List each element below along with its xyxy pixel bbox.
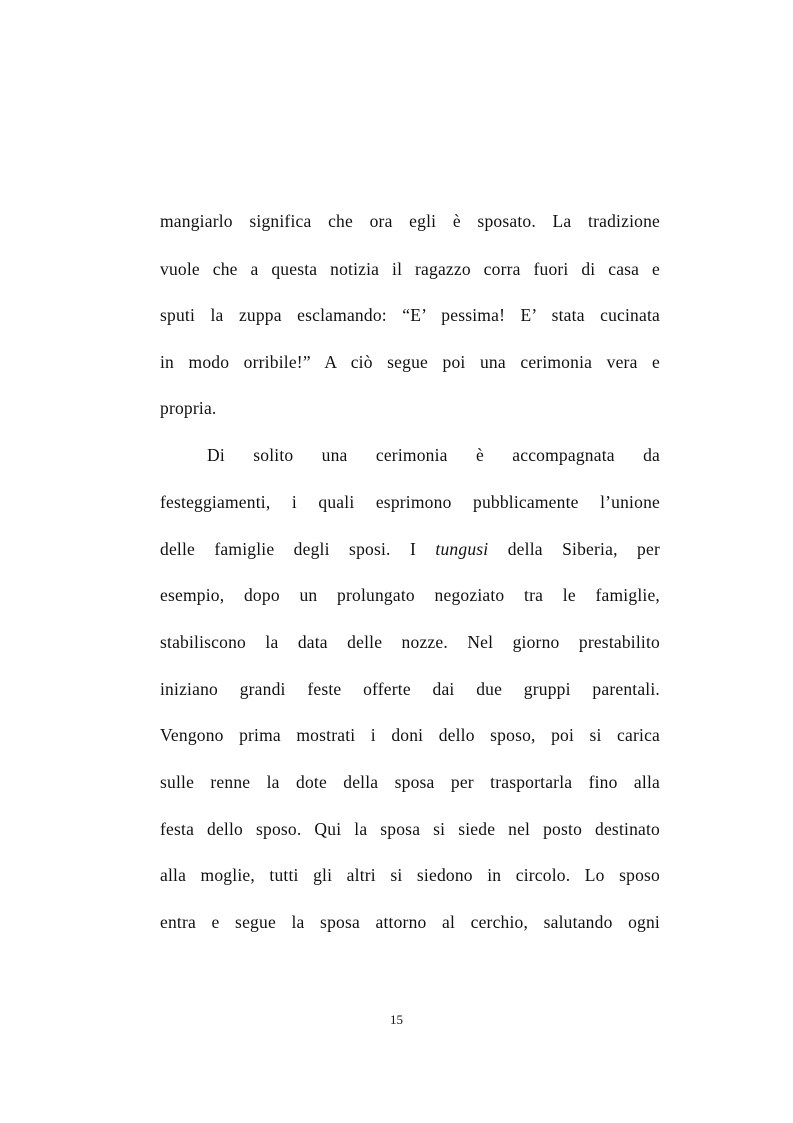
- page-number: 15: [390, 1012, 403, 1027]
- text-line: sputi la zuppa esclamando: “E’ pessima! E’ stata cucinata: [160, 305, 660, 325]
- text-line: alla moglie, tutti gli altri si siedono in circolo. Lo sposo: [160, 865, 660, 885]
- text-line: entra e segue la sposa attorno al cerchio, salutando ogni: [160, 912, 660, 932]
- text-line: propria.: [160, 398, 217, 418]
- text-segment: delle famiglie degli sposi. I: [160, 539, 436, 559]
- text-line: stabiliscono la data delle nozze. Nel giorno prestabilito: [160, 632, 660, 652]
- text-line: mangiarlo significa che ora egli è sposato. La tradizione: [160, 211, 660, 231]
- text-line: sulle renne la dote della sposa per trasportarla fino alla: [160, 772, 660, 792]
- text-line: iniziano grandi feste offerte dai due gruppi parentali.: [160, 679, 660, 699]
- paragraph-first-line: Di solito una cerimonia è accompagnata da: [207, 445, 660, 465]
- text-line: festa dello sposo. Qui la sposa si siede nel posto destinato: [160, 819, 660, 839]
- text-line: esempio, dopo un prolungato negoziato tra le famiglie,: [160, 585, 660, 605]
- text-line: festeggiamenti, i quali esprimono pubblicamente l’unione: [160, 492, 660, 512]
- italic-term: tungusi: [435, 539, 489, 559]
- text-line: in modo orribile!” A ciò segue poi una cerimonia vera e: [160, 352, 660, 372]
- text-line-with-italic: [160, 538, 660, 560]
- text-line: vuole che a questa notizia il ragazzo corra fuori di casa e: [160, 259, 660, 279]
- text-segment: della Siberia, per: [488, 539, 660, 559]
- text-line: Vengono prima mostrati i doni dello sposo, poi si carica: [160, 725, 660, 745]
